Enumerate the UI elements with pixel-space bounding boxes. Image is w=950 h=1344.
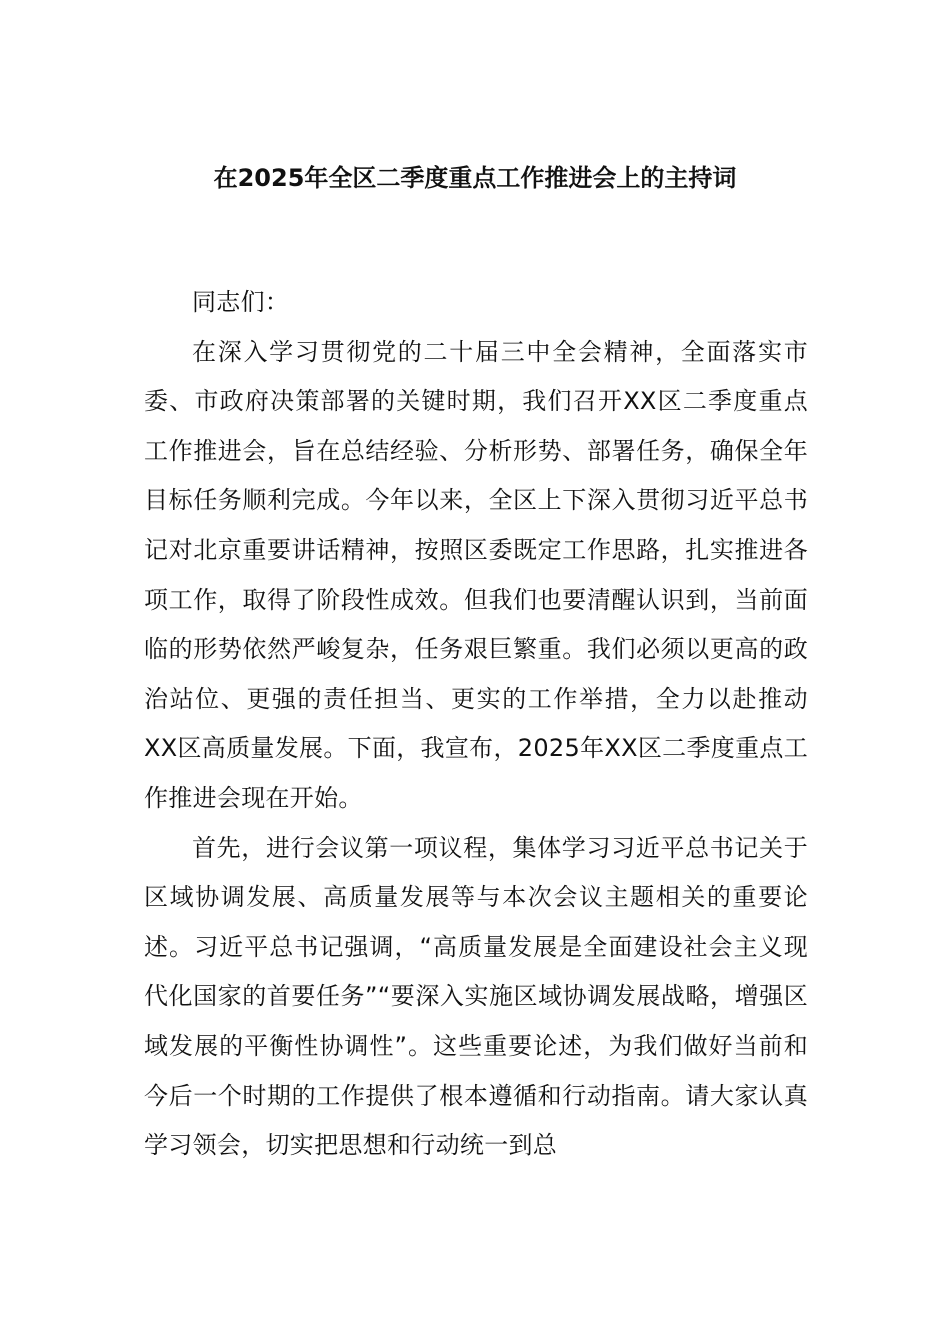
paragraph-1: 在深入学习贯彻党的二十届三中全会精神，全面落实市委、市政府决策部署的关键时期，我们召开XX区二季度重点工作推进会，旨在总结经验、分析形势、部署任务，确保全年目标任务顺利完成。今年以来，全区上下深入贯彻习近平总书记对北京重要讲话精神，按照区委既定工作思路，扎实推进各项工作，取得了阶段性成效。但我们也要清醒认识到，当前面临的形势依然严峻复杂，任务艰巨繁重。我们必须以更高的政治站位、更强的责任担当、更实的工作举措，全力以赴推动XX区高质量发展。下面，我宣布，2025年XX区二季度重点工作推进会现在开始。: [144, 337, 808, 812]
salutation: 同志们：: [192, 288, 290, 316]
document-body: [144, 278, 808, 1171]
document-title: 在2025年全区二季度重点工作推进会上的主持词: [213, 164, 737, 192]
paragraph-2: 首先，进行会议第一项议程，集体学习习近平总书记关于区域协调发展、高质量发展等与本次会议主题相关的重要论述。习近平总书记强调，“高质量发展是全面建设社会主义现代化国家的首要任务”“要深入实施区域协调发展战略，增强区域发展的平衡性协调性”。这些重要论述，为我们做好当前和今后一个时期的工作提供了根本遵循和行动指南。请大家认真学习领会，切实把思想和行动统一到总: [144, 833, 808, 1160]
